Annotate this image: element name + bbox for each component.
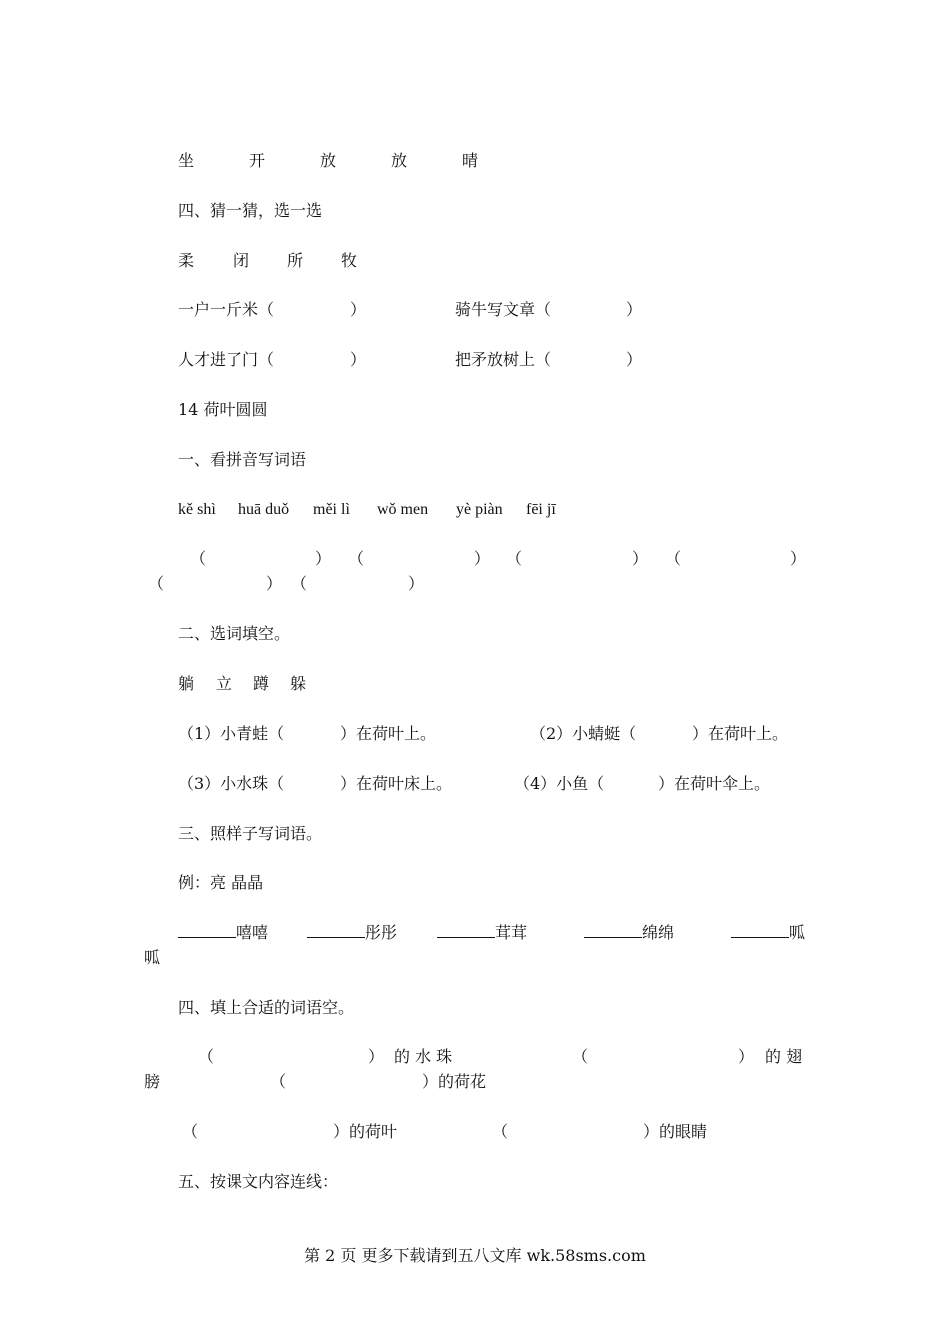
sec3-blank-3 (437, 923, 495, 938)
answer-3-open: （ (506, 549, 523, 568)
answer-3-close: ） (632, 549, 649, 568)
sec3-item-2-text: 彤彤 (365, 923, 398, 942)
page-footer: 第 2 页 更多下载请到五八文库 wk.58sms.com (304, 1246, 646, 1265)
sec2-item-1-pre: （1）小青蛙（ (178, 724, 285, 743)
answer-1-open: （ (190, 549, 207, 568)
sec3-item-4 (584, 923, 674, 943)
prev-char-4: 放 (391, 151, 408, 170)
sec3-item-1-text: 嘻嘻 (236, 923, 269, 942)
sec2-item-4-pre: （4）小鱼（ (514, 774, 605, 793)
sec2-option-1: 躺 (178, 674, 195, 693)
sec1-heading: 一、看拼音写词语 (178, 450, 307, 469)
sec2-item-4-post: ）在荷叶伞上。 (658, 774, 771, 793)
riddle-1-text: 一户一斤米（ (178, 300, 275, 319)
riddle-4-text: 把矛放树上（ (455, 350, 552, 369)
answer-4-close: ） (790, 549, 807, 568)
pinyin-3: měi lì (313, 501, 350, 518)
sec2-option-4: 躲 (290, 674, 307, 693)
sec4-blank-3-close: ） (422, 1072, 439, 1091)
sec4-blank-2-open: （ (572, 1047, 589, 1066)
sec4-phrase-4: 的荷叶 (349, 1122, 398, 1141)
pinyin-4: wǒ men (377, 501, 429, 518)
answer-6-open: （ (291, 574, 308, 593)
sec4-heading: 四、填上合适的词语空。 (178, 998, 355, 1017)
guess-option-1: 柔 (178, 251, 195, 270)
answer-2-open: （ (348, 549, 365, 568)
sec4-blank-4-close: ） (333, 1122, 350, 1141)
sec4-phrase-1: 的 水 珠 (394, 1047, 453, 1066)
answer-6-close: ） (408, 574, 425, 593)
answer-1-close: ） (315, 549, 332, 568)
answer-5-close: ） (266, 574, 283, 593)
sec4-phrase-5: 的眼睛 (659, 1122, 708, 1141)
riddle-1-close: ） (350, 300, 367, 319)
riddle-4-close: ） (626, 350, 643, 369)
sec2-item-2-pre: （2）小蜻蜓（ (530, 724, 637, 743)
sec4-blank-4-open: （ (182, 1122, 199, 1141)
riddle-3-text: 人才进了门（ (178, 350, 275, 369)
prev-char-5: 晴 (462, 151, 479, 170)
sec2-item-2-post: ）在荷叶上。 (692, 724, 789, 743)
sec4-blank-3-open: （ (270, 1072, 287, 1091)
sec2-option-2: 立 (216, 674, 233, 693)
guess-option-2: 闭 (233, 251, 250, 270)
sec4-blank-5-open: （ (492, 1122, 509, 1141)
sec3-blank-4 (584, 923, 642, 938)
sec3-wrap: 呱 (144, 948, 161, 967)
sec3-item-3-text: 茸茸 (495, 923, 528, 942)
sec4-blank-2-close: ） (738, 1047, 755, 1066)
riddle-2-text: 骑牛写文章（ (455, 300, 552, 319)
pinyin-1: kě shì (178, 501, 216, 518)
sec3-heading: 三、照样子写词语。 (178, 824, 323, 843)
sec3-item-3 (437, 923, 527, 943)
pinyin-6: fēi jī (526, 501, 556, 518)
sec3-item-1 (178, 923, 268, 943)
pinyin-2: huā duǒ (238, 501, 290, 518)
sec3-item-2 (307, 923, 397, 943)
sec3-blank-5 (731, 923, 789, 938)
sec3-blank-2 (307, 923, 365, 938)
riddle-3-close: ） (350, 350, 367, 369)
sec2-item-3-pre: （3）小水珠（ (178, 774, 285, 793)
sec4-blank-1-open: （ (198, 1047, 215, 1066)
sec3-item-4-text: 绵绵 (642, 923, 675, 942)
lesson-title: 14 荷叶圆圆 (178, 400, 268, 419)
sec3-example: 例：亮 晶晶 (178, 873, 264, 892)
guess-heading: 四、猜一猜，选一选 (178, 201, 323, 220)
answer-4-open: （ (665, 549, 682, 568)
prev-char-3: 放 (320, 151, 337, 170)
sec3-item-5 (731, 923, 805, 943)
sec3-blank-1 (178, 923, 236, 938)
guess-option-4: 牧 (341, 251, 358, 270)
sec2-heading: 二、选词填空。 (178, 624, 291, 643)
sec3-item-5-text: 呱 (789, 923, 806, 942)
prev-char-1: 坐 (178, 151, 195, 170)
sec2-item-3-post: ）在荷叶床上。 (340, 774, 453, 793)
sec5-heading: 五、按课文内容连线： (178, 1172, 339, 1191)
answer-2-close: ） (474, 549, 491, 568)
pinyin-5: yè piàn (456, 501, 503, 518)
sec4-phrase-3: 的荷花 (438, 1072, 487, 1091)
sec2-item-1-post: ）在荷叶上。 (340, 724, 437, 743)
sec2-option-3: 蹲 (253, 674, 270, 693)
riddle-2-close: ） (626, 300, 643, 319)
prev-char-2: 开 (249, 151, 266, 170)
answer-5-open: （ (148, 574, 165, 593)
sec4-phrase-2a: 的 翅 (765, 1047, 803, 1066)
sec4-phrase-2b: 膀 (144, 1072, 161, 1091)
guess-option-3: 所 (287, 251, 304, 270)
sec4-blank-1-close: ） (368, 1047, 385, 1066)
sec4-blank-5-close: ） (643, 1122, 660, 1141)
